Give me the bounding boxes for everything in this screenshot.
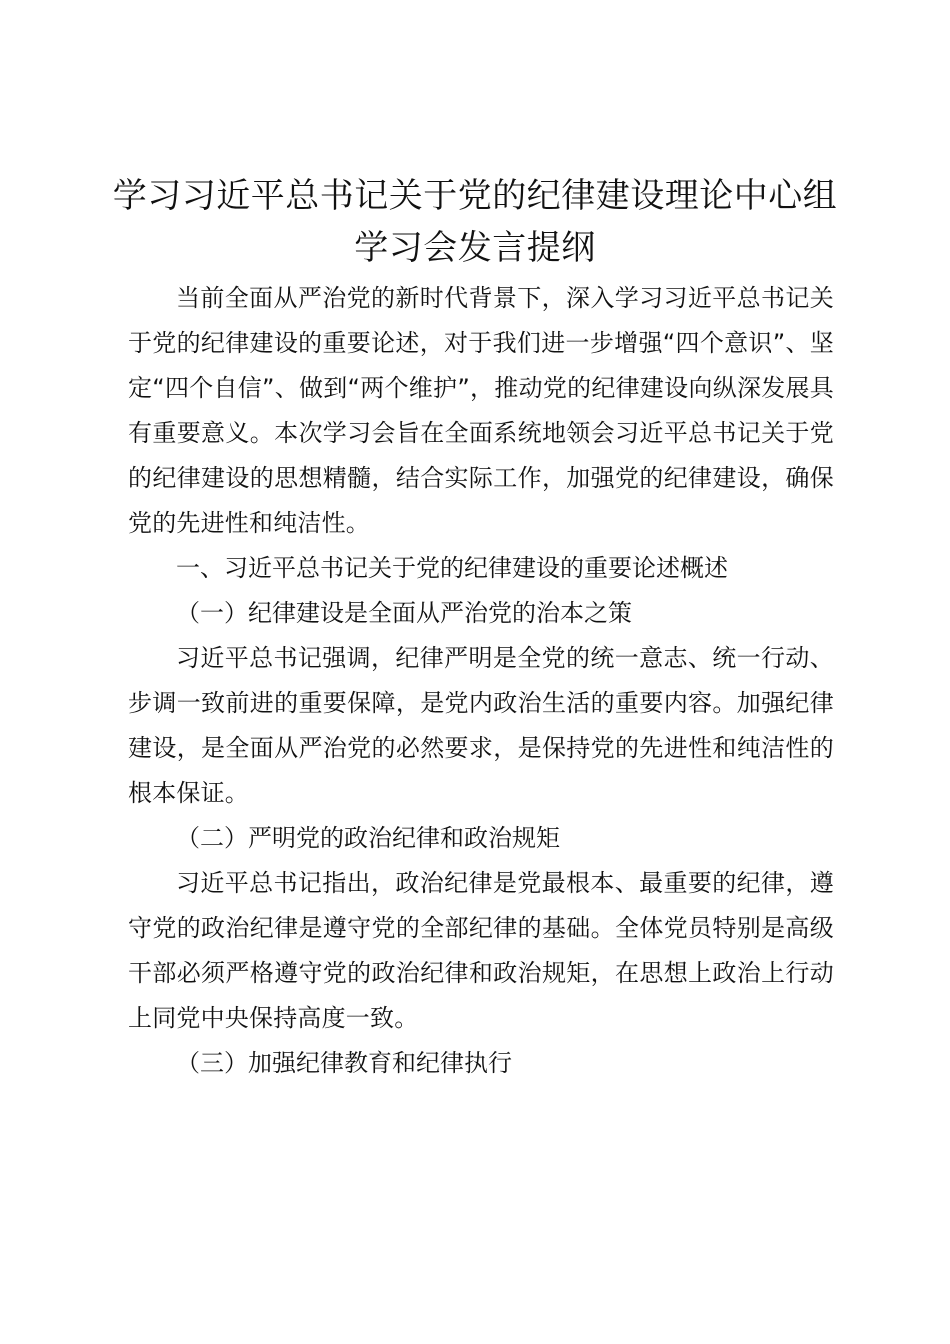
subsection-heading-2: （二）严明党的政治纪律和政治规矩: [176, 824, 560, 852]
subsection-heading-1: （一）纪律建设是全面从严治党的治本之策: [176, 599, 632, 627]
subsection-body-1: 习近平总书记强调，纪律严明是全党的统一意志、统一行动、步调一致前进的重要保障，是党内政治生活的重要内容。加强纪律建设，是全面从严治党的必然要求，是保持党的先进性和纯洁性的根本保证。: [128, 644, 834, 807]
document-title: 学习习近平总书记关于党的纪律建设理论中心组学习会发言提纲: [112, 176, 838, 268]
document-body: [128, 276, 834, 1086]
section-heading-1: 一、习近平总书记关于党的纪律建设的重要论述概述: [176, 554, 728, 582]
subsection-heading-3: （三）加强纪律教育和纪律执行: [176, 1049, 512, 1077]
subsection-body-2: 习近平总书记指出，政治纪律是党最根本、最重要的纪律，遵守党的政治纪律是遵守党的全部纪律的基础。全体党员特别是高级干部必须严格遵守党的政治纪律和政治规矩，在思想上政治上行动上同党中央保持高度一致。: [128, 869, 834, 1032]
intro-paragraph: 当前全面从严治党的新时代背景下，深入学习习近平总书记关于党的纪律建设的重要论述，对于我们进一步增强“四个意识”、坚定“四个自信”、做到“两个维护”，推动党的纪律建设向纵深发展具有重要意义。本次学习会旨在全面系统地领会习近平总书记关于党的纪律建设的思想精髓，结合实际工作，加强党的纪律建设，确保党的先进性和纯洁性。: [128, 284, 834, 537]
